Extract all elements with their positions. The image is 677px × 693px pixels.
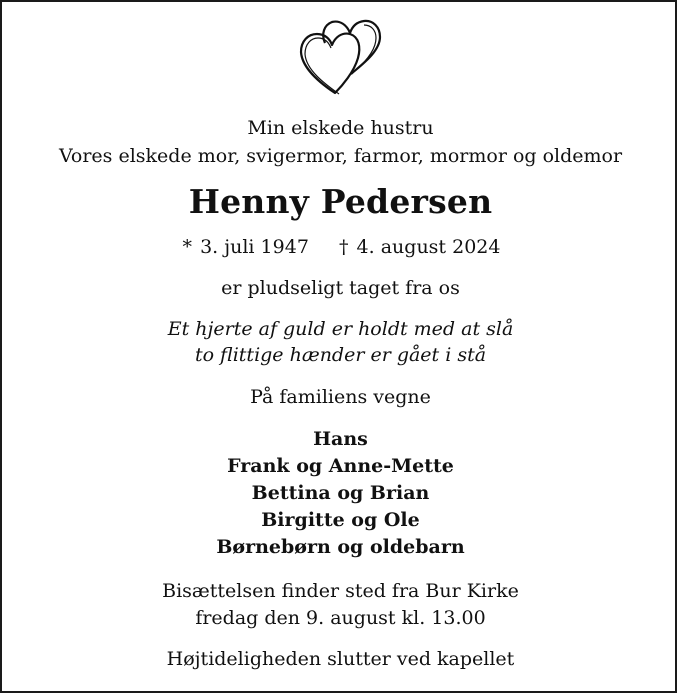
death-date: 4. august 2024 <box>356 236 501 258</box>
closing-text: Højtideligheden slutter ved kapellet <box>166 648 515 670</box>
funeral-line-2: fredag den 9. august kl. 13.00 <box>195 607 486 629</box>
two-hearts-icon <box>298 16 384 98</box>
birth-date: 3. juli 1947 <box>200 236 309 258</box>
passing-text: er pludseligt taget fra os <box>221 277 460 299</box>
family-name: Børnebørn og oldebarn <box>216 536 465 558</box>
death-cross-icon: † <box>339 236 349 258</box>
intro-line-2: Vores elskede mor, svigermor, farmor, mormor og oldemor <box>58 145 623 167</box>
deceased-name: Henny Pedersen <box>188 182 493 221</box>
intro-line-1: Min elskede hustru <box>247 117 434 139</box>
verse-line-1: Et hjerte af guld er holdt med at slå <box>167 318 514 340</box>
life-dates <box>2 233 677 261</box>
family-name: Frank og Anne-Mette <box>227 455 454 477</box>
birth-star-icon: * <box>182 236 193 258</box>
family-name: Hans <box>313 428 368 450</box>
family-name: Bettina og Brian <box>251 482 430 504</box>
verse-line-2: to flittige hænder er gået i stå <box>194 344 487 366</box>
funeral-line-1: Bisættelsen finder sted fra Bur Kirke <box>162 580 519 602</box>
family-name: Birgitte og Ole <box>261 509 420 531</box>
on-behalf-text: På familiens vegne <box>250 386 431 408</box>
